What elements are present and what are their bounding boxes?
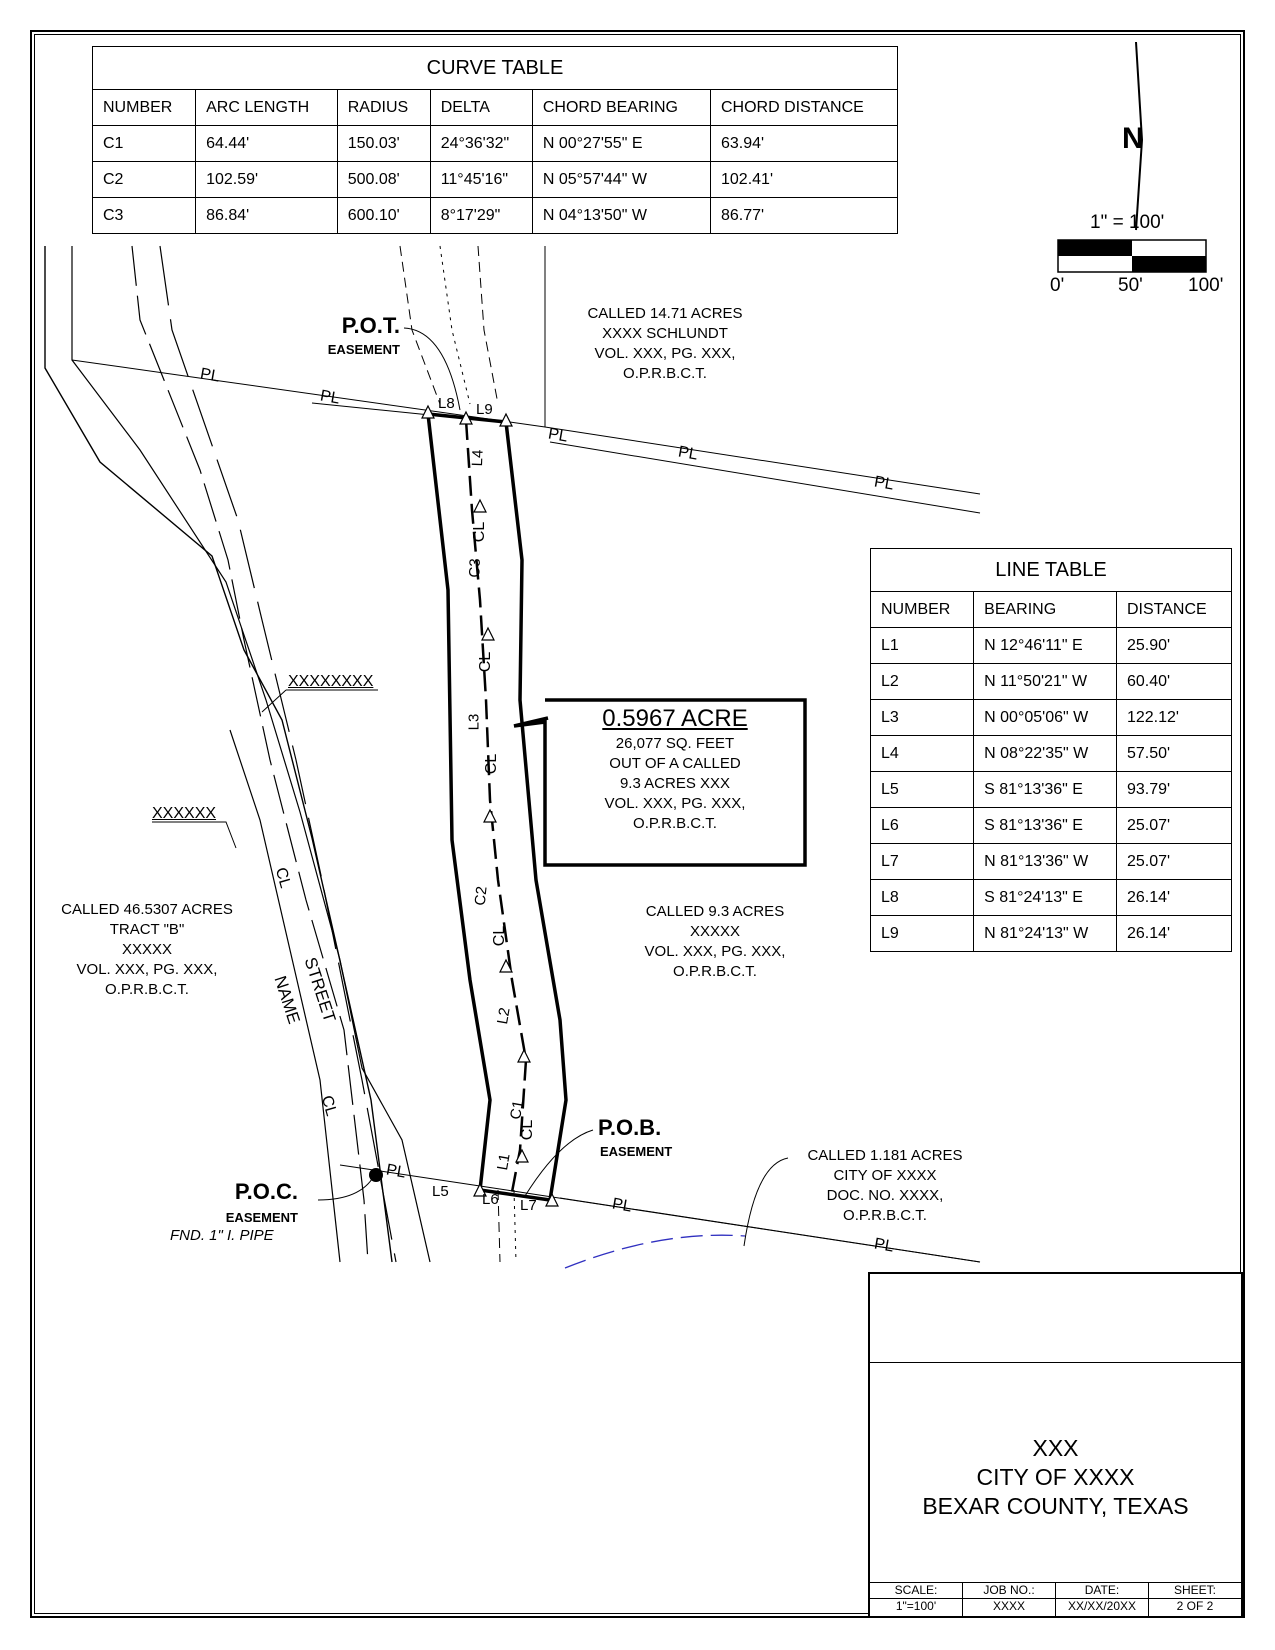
pot-sublabel: EASEMENT <box>327 342 400 357</box>
title-block-project <box>870 1434 1241 1521</box>
table-cell: L1 <box>871 628 974 664</box>
tract-line: VOL. XXX, PG. XXX, <box>594 345 736 362</box>
title-block-fields <box>870 1582 1241 1616</box>
field-value: 1"=100' <box>895 1599 937 1613</box>
poc-label: P.O.C. <box>234 1179 298 1204</box>
tract-line: CALLED 14.71 ACRES <box>587 305 743 322</box>
header-cell: DISTANCE <box>1116 592 1231 628</box>
header-cell: ARC LENGTH <box>196 90 338 126</box>
street-label-2: NAME <box>270 973 304 1027</box>
scale-bar-graphic <box>1058 240 1206 272</box>
tract-line: O.P.R.B.C.T. <box>623 365 707 382</box>
line-label-l3: L3 <box>465 713 483 731</box>
leader-label-x8: XXXXXXXX <box>288 673 374 690</box>
tract-14-71-label <box>560 304 770 384</box>
table-cell: 63.94' <box>711 126 898 162</box>
property-line-mark: PL <box>676 443 699 464</box>
table-row <box>871 844 1232 880</box>
curve-table-title: CURVE TABLE <box>93 47 898 90</box>
header-cell: DELTA <box>430 90 532 126</box>
table-cell: 25.07' <box>1116 808 1231 844</box>
tract-line: O.P.R.B.C.T. <box>843 1207 927 1224</box>
table-cell: N 04°13'50" W <box>532 198 710 234</box>
table-cell: 93.79' <box>1116 772 1231 808</box>
poc-leader <box>318 1176 374 1200</box>
table-cell: L2 <box>871 664 974 700</box>
tract-line: XXXXX <box>689 923 741 940</box>
centerline-mark: CL <box>477 651 495 673</box>
table-row <box>871 628 1232 664</box>
field-value: 2 OF 2 <box>1176 1599 1214 1613</box>
line-label-l1: L1 <box>494 1152 514 1172</box>
tract-line: CITY OF XXXX <box>833 1167 937 1184</box>
header-cell: RADIUS <box>337 90 430 126</box>
property-line-mark: PL <box>872 1235 895 1256</box>
centerline-mark: CL <box>519 1119 537 1141</box>
scale-tick-0: 0' <box>1050 275 1065 296</box>
table-cell: N 00°05'06" W <box>974 700 1117 736</box>
header-cell: CHORD BEARING <box>532 90 710 126</box>
easement-boundary-east <box>506 422 566 1200</box>
table-cell: 25.90' <box>1116 628 1231 664</box>
project-line: XXX <box>1032 1435 1079 1461</box>
field-label: JOB NO.: <box>963 1583 1055 1599</box>
table-cell: C2 <box>93 162 196 198</box>
table-cell: L3 <box>871 700 974 736</box>
centerline-mark: CL <box>317 1093 340 1119</box>
line-table-header-row <box>871 592 1232 628</box>
scale-field <box>870 1583 963 1616</box>
poc-note: FND. 1" I. PIPE <box>170 1227 274 1244</box>
header-cell: CHORD DISTANCE <box>711 90 898 126</box>
property-line-mark: PL <box>546 425 569 446</box>
table-cell: N 11°50'21" W <box>974 664 1117 700</box>
curve-label-c2: C2 <box>471 885 491 907</box>
property-line-mark: PL <box>198 365 221 386</box>
area-title: 0.5967 ACRE <box>602 705 748 732</box>
table-cell: 25.07' <box>1116 844 1231 880</box>
table-cell: 24°36'32" <box>430 126 532 162</box>
table-row <box>871 772 1232 808</box>
table-row <box>871 880 1232 916</box>
line-label-l4: L4 <box>469 449 487 467</box>
north-letter: N <box>1122 122 1144 155</box>
table-cell: L6 <box>871 808 974 844</box>
property-line-mark: PL <box>872 473 895 494</box>
job-number-field <box>963 1583 1056 1616</box>
poc-point-icon <box>369 1168 383 1182</box>
table-cell: N 05°57'44" W <box>532 162 710 198</box>
property-line-mark: PL <box>318 387 341 408</box>
property-line-mark: PL <box>610 1195 633 1216</box>
table-cell: 150.03' <box>337 126 430 162</box>
table-cell: N 00°27'55" E <box>532 126 710 162</box>
table-cell: 64.44' <box>196 126 338 162</box>
header-cell: NUMBER <box>871 592 974 628</box>
table-row <box>93 198 898 234</box>
line-label-l7: L7 <box>520 1197 537 1214</box>
table-cell: L4 <box>871 736 974 772</box>
poc-sublabel: EASEMENT <box>225 1210 298 1225</box>
tract-line: TRACT "B" <box>109 921 185 938</box>
table-cell: 57.50' <box>1116 736 1231 772</box>
area-line: VOL. XXX, PG. XXX, <box>604 795 746 812</box>
table-cell: L7 <box>871 844 974 880</box>
area-line: 9.3 ACRES XXX <box>619 775 731 792</box>
tract-line: CALLED 46.5307 ACRES <box>61 901 233 918</box>
header-cell: NUMBER <box>93 90 196 126</box>
table-row <box>871 916 1232 952</box>
header-cell: BEARING <box>974 592 1117 628</box>
property-line-mark: PL <box>384 1161 407 1182</box>
date-field <box>1056 1583 1149 1616</box>
centerline-mark: CL <box>471 521 489 543</box>
table-cell: N 12°46'11" E <box>974 628 1117 664</box>
table-row <box>871 736 1232 772</box>
curve-table <box>92 46 898 234</box>
table-cell: L8 <box>871 880 974 916</box>
table-cell: 26.14' <box>1116 916 1231 952</box>
pob-sublabel: EASEMENT <box>600 1144 673 1159</box>
table-cell: S 81°13'36" E <box>974 772 1117 808</box>
curve-table-header-row <box>93 90 898 126</box>
street-label-1: STREET <box>300 955 340 1025</box>
blue-curve <box>565 1235 745 1268</box>
scale-tick-100: 100' <box>1188 275 1224 296</box>
title-block-divider <box>870 1362 1241 1363</box>
table-cell: C3 <box>93 198 196 234</box>
table-row <box>93 126 898 162</box>
table-cell: 8°17'29" <box>430 198 532 234</box>
table-cell: 26.14' <box>1116 880 1231 916</box>
table-cell: N 81°13'36" W <box>974 844 1117 880</box>
table-row <box>93 162 898 198</box>
tract-line: CALLED 1.181 ACRES <box>807 1147 963 1164</box>
area-line: O.P.R.B.C.T. <box>633 815 717 832</box>
table-cell: 102.59' <box>196 162 338 198</box>
pot-label: P.O.T. <box>341 313 400 338</box>
table-cell: S 81°13'36" E <box>974 808 1117 844</box>
table-cell: 500.08' <box>337 162 430 198</box>
pob-label: P.O.B. <box>598 1115 662 1140</box>
project-line: CITY OF XXXX <box>976 1464 1135 1490</box>
line-label-l9: L9 <box>476 401 493 418</box>
field-label: DATE: <box>1056 1583 1148 1599</box>
table-cell: C1 <box>93 126 196 162</box>
road-line-2 <box>72 246 430 1262</box>
curve-label-c3: C3 <box>466 558 484 578</box>
table-cell: N 81°24'13" W <box>974 916 1117 952</box>
area-line: 26,077 SQ. FEET <box>615 735 735 752</box>
field-value: XXXX <box>992 1599 1025 1613</box>
table-cell: N 08°22'35" W <box>974 736 1117 772</box>
table-cell: S 81°24'13" E <box>974 880 1117 916</box>
table-cell: 102.41' <box>711 162 898 198</box>
field-label: SHEET: <box>1149 1583 1241 1599</box>
tract-line: VOL. XXX, PG. XXX, <box>644 943 786 960</box>
scale-tick-50: 50' <box>1118 275 1143 296</box>
centerline-mark: CL <box>491 925 509 947</box>
table-cell: 11°45'16" <box>430 162 532 198</box>
table-cell: 122.12' <box>1116 700 1231 736</box>
field-value: XX/XX/20XX <box>1067 1599 1137 1613</box>
tract-line: VOL. XXX, PG. XXX, <box>76 961 218 978</box>
tract-line: O.P.R.B.C.T. <box>673 963 757 980</box>
table-cell: 86.84' <box>196 198 338 234</box>
leader-label-x6: XXXXXX <box>152 805 217 822</box>
table-row <box>871 664 1232 700</box>
line-label-l2: L2 <box>494 1006 514 1026</box>
centerline-mark: CL <box>271 865 294 891</box>
sheet-field <box>1149 1583 1241 1616</box>
line-table <box>870 548 1232 952</box>
tract-9-3-label <box>610 902 820 982</box>
tract-line: XXXXX <box>121 941 173 958</box>
tract-line: XXXX SCHLUNDT <box>602 325 728 342</box>
table-cell: 60.40' <box>1116 664 1231 700</box>
tract-line: DOC. NO. XXXX, <box>826 1187 944 1204</box>
title-block <box>868 1272 1243 1618</box>
project-line: BEXAR COUNTY, TEXAS <box>922 1493 1189 1519</box>
area-line: OUT OF A CALLED <box>609 755 741 772</box>
tract-1-181-label <box>780 1146 990 1226</box>
tract-line: CALLED 9.3 ACRES <box>645 903 785 920</box>
curve-label-c1: C1 <box>507 1098 528 1121</box>
table-row <box>871 808 1232 844</box>
centerline-mark: CL <box>483 753 501 775</box>
table-row <box>871 700 1232 736</box>
line-table-title: LINE TABLE <box>871 549 1232 592</box>
line-label-l8: L8 <box>438 395 455 412</box>
table-cell: L5 <box>871 772 974 808</box>
road-line-dashed <box>160 246 396 1262</box>
tract-46-label <box>42 900 252 1000</box>
scale-label: 1" = 100' <box>1090 212 1165 233</box>
line-label-l6: L6 <box>482 1191 499 1208</box>
table-cell: 600.10' <box>337 198 430 234</box>
table-cell: 86.77' <box>711 198 898 234</box>
area-callout-text <box>575 704 775 834</box>
line-label-l5: L5 <box>432 1183 449 1200</box>
tract-line: O.P.R.B.C.T. <box>105 981 189 998</box>
field-label: SCALE: <box>870 1583 962 1599</box>
table-cell: L9 <box>871 916 974 952</box>
